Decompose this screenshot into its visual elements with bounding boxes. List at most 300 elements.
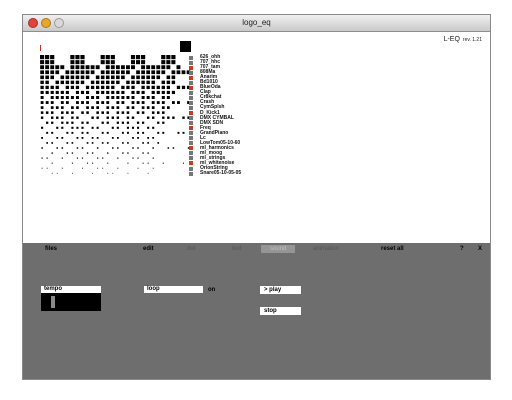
grid-dot[interactable] [122, 132, 124, 134]
grid-dot[interactable] [61, 91, 64, 94]
grid-dot[interactable] [75, 55, 79, 59]
grid-dot[interactable] [56, 91, 59, 94]
grid-dot[interactable] [102, 168, 103, 169]
grid-dot[interactable] [45, 76, 49, 80]
grid-dot[interactable] [106, 76, 110, 80]
grid-dot[interactable] [86, 91, 89, 94]
grid-dot[interactable] [106, 91, 109, 94]
grid-dot[interactable] [86, 86, 89, 89]
grid-dot[interactable] [66, 132, 68, 134]
grid-dot[interactable] [46, 132, 48, 134]
grid-dot[interactable] [71, 70, 75, 74]
grid-dot[interactable] [81, 91, 84, 94]
grid-dot[interactable] [52, 173, 53, 174]
grid-dot[interactable] [157, 122, 159, 124]
grid-dot[interactable] [117, 111, 120, 114]
grid-dot[interactable] [116, 96, 119, 99]
tempo-slider[interactable] [41, 293, 101, 311]
grid-dot[interactable] [142, 101, 145, 104]
grid-dot[interactable] [116, 70, 120, 74]
grid-dot[interactable] [56, 96, 59, 99]
grid-dot[interactable] [106, 96, 109, 99]
grid-dot[interactable] [101, 81, 104, 84]
sound-swatch[interactable] [189, 76, 193, 80]
grid-dot[interactable] [112, 137, 114, 139]
grid-dot[interactable] [81, 111, 84, 114]
grid-dot[interactable] [117, 117, 119, 119]
grid-dot[interactable] [152, 106, 155, 109]
grid-dot[interactable] [107, 163, 108, 164]
grid-dot[interactable] [162, 96, 165, 99]
grid-dot[interactable] [137, 122, 139, 124]
grid-dot[interactable] [96, 106, 99, 109]
grid-dot[interactable] [148, 173, 149, 174]
grid-dot[interactable] [156, 76, 160, 80]
grid-dot[interactable] [91, 106, 94, 109]
grid-dot[interactable] [91, 70, 95, 74]
grid-dot[interactable] [61, 96, 64, 99]
grid-dot[interactable] [62, 168, 63, 169]
grid-dot[interactable] [143, 163, 144, 164]
grid-dot[interactable] [131, 76, 135, 80]
sound-swatch[interactable] [189, 161, 193, 165]
grid-dot[interactable] [162, 111, 165, 114]
grid-dot[interactable] [167, 106, 170, 109]
grid-dot[interactable] [86, 106, 89, 109]
grid-dot[interactable] [96, 101, 99, 104]
grid-dot[interactable] [142, 106, 145, 109]
grid-dot[interactable] [127, 122, 129, 124]
grid-dot[interactable] [111, 60, 115, 64]
grid-dot[interactable] [87, 142, 89, 144]
grid-dot[interactable] [51, 117, 53, 119]
grid-dot[interactable] [86, 96, 89, 99]
grid-dot[interactable] [182, 70, 186, 74]
grid-dot[interactable] [57, 147, 59, 149]
grid-dot[interactable] [61, 122, 63, 124]
grid-dot[interactable] [116, 65, 120, 69]
grid-dot[interactable] [52, 152, 53, 153]
grid-dot[interactable] [101, 60, 105, 64]
sound-swatch[interactable] [189, 146, 193, 150]
sound-swatch[interactable] [189, 126, 193, 130]
grid-dot[interactable] [61, 127, 63, 129]
grid-dot[interactable] [116, 81, 119, 84]
grid-dot[interactable] [131, 60, 135, 64]
grid-dot[interactable] [126, 86, 129, 89]
grid-dot[interactable] [41, 96, 44, 99]
grid-dot[interactable] [111, 70, 115, 74]
grid-dot[interactable] [50, 55, 54, 59]
grid-dot[interactable] [127, 163, 128, 164]
grid-dot[interactable] [47, 168, 48, 169]
sound-swatch[interactable] [189, 121, 193, 125]
grid-dot[interactable] [41, 147, 43, 149]
grid-dot[interactable] [121, 101, 124, 104]
grid-dot[interactable] [112, 127, 114, 129]
grid-dot[interactable] [71, 111, 74, 114]
grid-dot[interactable] [40, 65, 44, 69]
grid-dot[interactable] [182, 117, 184, 119]
grid-dot[interactable] [142, 132, 144, 134]
grid-dot[interactable] [142, 152, 143, 153]
grid-dot[interactable] [117, 122, 119, 124]
grid-dot[interactable] [162, 132, 164, 134]
grid-dot[interactable] [91, 96, 94, 99]
grid-dot[interactable] [126, 81, 129, 84]
grid-dot[interactable] [72, 163, 73, 164]
grid-dot[interactable] [177, 70, 181, 74]
grid-dot[interactable] [92, 137, 94, 139]
grid-dot[interactable] [81, 81, 84, 84]
grid-dot[interactable] [56, 117, 58, 119]
grid-dot[interactable] [136, 91, 139, 94]
grid-dot[interactable] [72, 173, 73, 174]
grid-dot[interactable] [55, 65, 59, 69]
grid-dot[interactable] [46, 86, 49, 89]
grid-dot[interactable] [117, 137, 119, 139]
grid-dot[interactable] [56, 127, 58, 129]
grid-dot[interactable] [111, 76, 115, 80]
grid-dot[interactable] [46, 101, 49, 104]
grid-dot[interactable] [77, 137, 79, 139]
grid-dot[interactable] [172, 76, 176, 80]
grid-dot[interactable] [137, 147, 139, 149]
grid-dot[interactable] [111, 65, 115, 69]
grid-dot[interactable] [111, 86, 114, 89]
grid-dot[interactable] [86, 70, 90, 74]
grid-dot[interactable] [81, 101, 84, 104]
grid-dot[interactable] [81, 122, 83, 124]
grid-dot[interactable] [166, 55, 170, 59]
grid-dot[interactable] [46, 122, 48, 124]
grid-dot[interactable] [97, 168, 98, 169]
grid-dot[interactable] [76, 65, 80, 69]
grid-dot[interactable] [177, 132, 179, 134]
close-panel-button[interactable]: X [478, 246, 483, 252]
grid-dot[interactable] [162, 117, 164, 119]
grid-dot[interactable] [142, 96, 145, 99]
grid-dot[interactable] [50, 60, 54, 64]
grid-dot[interactable] [76, 101, 79, 104]
grid-dot[interactable] [97, 147, 99, 149]
grid-dot[interactable] [136, 60, 140, 64]
grid-dot[interactable] [60, 65, 64, 69]
grid-dot[interactable] [96, 65, 100, 69]
grid-dot[interactable] [127, 106, 130, 109]
grid-dot[interactable] [147, 152, 148, 153]
grid-dot[interactable] [147, 106, 150, 109]
grid-dot[interactable] [162, 86, 165, 89]
grid-dot[interactable] [91, 81, 94, 84]
grid-dot[interactable] [71, 127, 73, 129]
grid-dot[interactable] [101, 91, 104, 94]
grid-dot[interactable] [76, 81, 79, 84]
grid-dot[interactable] [151, 76, 155, 80]
grid-dot[interactable] [132, 96, 135, 99]
grid-dot[interactable] [173, 147, 175, 149]
grid-dot[interactable] [172, 91, 175, 94]
grid-dot[interactable] [51, 122, 53, 124]
grid-dot[interactable] [72, 142, 74, 144]
grid-dot[interactable] [172, 117, 174, 119]
grid-dot[interactable] [151, 81, 154, 84]
loop-toggle[interactable]: on [208, 287, 216, 293]
grid-dot[interactable] [56, 86, 59, 89]
grid-dot[interactable] [121, 76, 125, 80]
grid-dot[interactable] [132, 106, 135, 109]
grid-dot[interactable] [153, 168, 154, 169]
grid-dot[interactable] [157, 86, 160, 89]
grid-dot[interactable] [127, 142, 129, 144]
grid-dot[interactable] [157, 101, 160, 104]
grid-dot[interactable] [131, 91, 134, 94]
grid-dot[interactable] [121, 91, 124, 94]
grid-dot[interactable] [101, 76, 105, 80]
grid-dot[interactable] [101, 111, 104, 114]
grid-dot[interactable] [183, 132, 185, 134]
grid-dot[interactable] [40, 70, 44, 74]
grid-dot[interactable] [107, 122, 109, 124]
grid-dot[interactable] [151, 70, 155, 74]
grid-dot[interactable] [141, 81, 144, 84]
grid-dot[interactable] [122, 142, 124, 144]
grid-dot[interactable] [81, 65, 85, 69]
grid-dot[interactable] [167, 91, 170, 94]
grid-dot[interactable] [66, 122, 68, 124]
grid-dot[interactable] [106, 81, 109, 84]
grid-dot[interactable] [45, 55, 49, 59]
grid-dot[interactable] [131, 55, 135, 59]
grid-dot[interactable] [126, 70, 130, 74]
grid-dot[interactable] [40, 55, 44, 59]
grid-dot[interactable] [117, 147, 119, 149]
grid-dot[interactable] [106, 65, 110, 69]
grid-dot[interactable] [92, 142, 94, 144]
grid-dot[interactable] [87, 152, 88, 153]
grid-dot[interactable] [76, 106, 79, 109]
grid-dot[interactable] [40, 86, 43, 89]
grid-dot[interactable] [146, 76, 150, 80]
sound-swatch[interactable] [189, 111, 193, 115]
grid-dot[interactable] [166, 60, 170, 64]
menu-text[interactable]: text [232, 246, 242, 252]
grid-dot[interactable] [76, 127, 78, 129]
grid-dot[interactable] [152, 147, 154, 149]
grid-dot[interactable] [41, 111, 44, 114]
grid-dot[interactable] [56, 106, 59, 109]
grid-dot[interactable] [177, 65, 181, 69]
grid-dot[interactable] [161, 55, 165, 59]
grid-dot[interactable] [157, 132, 159, 134]
grid-dot[interactable] [137, 101, 140, 104]
grid-dot[interactable] [112, 173, 113, 174]
grid-dot[interactable] [82, 137, 84, 139]
grid-dot[interactable] [57, 173, 58, 174]
grid-dot[interactable] [151, 65, 155, 69]
grid-dot[interactable] [106, 111, 109, 114]
grid-dot[interactable] [76, 117, 78, 119]
grid-dot[interactable] [132, 147, 134, 149]
sound-swatch[interactable] [189, 61, 193, 65]
grid-dot[interactable] [101, 101, 104, 104]
grid-dot[interactable] [147, 142, 149, 144]
grid-dot[interactable] [162, 106, 165, 109]
grid-dot[interactable] [128, 173, 129, 174]
logo-canvas[interactable] [23, 32, 490, 243]
grid-dot[interactable] [81, 76, 85, 80]
grid-dot[interactable] [61, 111, 64, 114]
loop-field[interactable]: loop [144, 286, 203, 293]
grid-dot[interactable] [96, 91, 99, 94]
grid-dot[interactable] [111, 55, 115, 59]
grid-dot[interactable] [131, 86, 134, 89]
sound-swatch[interactable] [189, 156, 193, 160]
grid-dot[interactable] [142, 142, 144, 144]
grid-dot[interactable] [146, 65, 150, 69]
grid-dot[interactable] [121, 96, 124, 99]
grid-dot[interactable] [82, 147, 84, 149]
menu-files[interactable]: files [45, 246, 58, 252]
grid-dot[interactable] [136, 81, 139, 84]
grid-dot[interactable] [167, 96, 170, 99]
grid-dot[interactable] [141, 60, 145, 64]
grid-dot[interactable] [122, 111, 125, 114]
grid-dot[interactable] [52, 163, 53, 164]
grid-dot[interactable] [81, 70, 85, 74]
grid-dot[interactable] [167, 76, 171, 80]
grid-dot[interactable] [61, 117, 63, 119]
grid-dot[interactable] [136, 76, 140, 80]
grid-dot[interactable] [156, 65, 160, 69]
sound-swatch[interactable] [189, 56, 193, 60]
grid-dot[interactable] [71, 81, 74, 84]
grid-dot[interactable] [152, 127, 154, 129]
grid-dot[interactable] [87, 163, 88, 164]
help-button[interactable]: ? [460, 246, 464, 252]
grid-dot[interactable] [41, 106, 44, 109]
menu-dot[interactable]: dot [187, 246, 196, 252]
grid-dot[interactable] [42, 168, 43, 169]
menu-edit[interactable]: edit [143, 246, 154, 252]
grid-dot[interactable] [51, 106, 54, 109]
grid-dot[interactable] [157, 111, 160, 114]
grid-dot[interactable] [152, 137, 154, 139]
grid-dot[interactable] [107, 132, 109, 134]
grid-dot[interactable] [77, 158, 78, 159]
grid-dot[interactable] [126, 65, 130, 69]
grid-dot[interactable] [96, 86, 99, 89]
grid-dot[interactable] [80, 60, 84, 64]
grid-dot[interactable] [61, 106, 64, 109]
sound-swatch[interactable] [189, 172, 193, 176]
grid-dot[interactable] [156, 70, 160, 74]
menu-animation[interactable]: animation [313, 246, 340, 252]
grid-dot[interactable] [106, 101, 109, 104]
grid-dot[interactable] [80, 55, 84, 59]
sound-swatch[interactable] [189, 71, 193, 75]
grid-dot[interactable] [102, 122, 104, 124]
grid-dot[interactable] [153, 158, 154, 159]
grid-dot[interactable] [132, 158, 133, 159]
grid-dot[interactable] [111, 106, 114, 109]
grid-dot[interactable] [111, 96, 114, 99]
grid-dot[interactable] [161, 60, 165, 64]
grid-dot[interactable] [117, 168, 118, 169]
grid-dot[interactable] [141, 86, 144, 89]
grid-dot[interactable] [102, 142, 104, 144]
grid-dot[interactable] [161, 65, 165, 69]
grid-dot[interactable] [91, 65, 95, 69]
grid-dot[interactable] [152, 96, 155, 99]
grid-dot[interactable] [112, 117, 114, 119]
grid-dot[interactable] [141, 70, 145, 74]
grid-dot[interactable] [66, 76, 70, 80]
grid-dot[interactable] [102, 158, 103, 159]
grid-dot[interactable] [147, 96, 150, 99]
grid-dot[interactable] [107, 152, 108, 153]
grid-dot[interactable] [66, 111, 69, 114]
grid-dot[interactable] [101, 70, 105, 74]
grid-dot[interactable] [163, 163, 164, 164]
sound-swatch[interactable] [189, 101, 193, 105]
grid-dot[interactable] [50, 76, 54, 80]
grid-dot[interactable] [81, 127, 83, 129]
grid-dot[interactable] [172, 101, 175, 104]
grid-dot[interactable] [51, 101, 54, 104]
grid-dot[interactable] [56, 137, 58, 139]
grid-dot[interactable] [141, 76, 145, 80]
grid-dot[interactable] [107, 117, 109, 119]
grid-dot[interactable] [42, 158, 43, 159]
grid-dot[interactable] [106, 106, 109, 109]
grid-dot[interactable] [75, 60, 79, 64]
grid-dot[interactable] [172, 70, 176, 74]
grid-dot[interactable] [62, 147, 64, 149]
grid-dot[interactable] [65, 70, 69, 74]
grid-dot[interactable] [40, 60, 44, 64]
grid-dot[interactable] [46, 91, 49, 94]
grid-dot[interactable] [107, 173, 108, 174]
grid-dot[interactable] [132, 101, 135, 104]
grid-dot[interactable] [167, 81, 170, 84]
grid-dot[interactable] [147, 127, 149, 129]
grid-dot[interactable] [47, 158, 48, 159]
grid-dot[interactable] [141, 55, 145, 59]
sound-swatch[interactable] [189, 91, 193, 95]
grid-dot[interactable] [116, 76, 120, 80]
grid-dot[interactable] [127, 152, 128, 153]
grid-dot[interactable] [138, 168, 139, 169]
grid-dot[interactable] [61, 137, 63, 139]
grid-dot[interactable] [82, 158, 83, 159]
grid-dot[interactable] [40, 81, 43, 84]
grid-dot[interactable] [96, 76, 100, 80]
grid-dot[interactable] [51, 132, 53, 134]
grid-dot[interactable] [136, 55, 140, 59]
grid-dot[interactable] [71, 106, 74, 109]
grid-dot[interactable] [137, 127, 139, 129]
grid-dot[interactable] [167, 117, 169, 119]
grid-dot[interactable] [171, 55, 175, 59]
grid-dot[interactable] [182, 86, 185, 89]
grid-dot[interactable] [126, 96, 129, 99]
grid-dot[interactable] [41, 117, 43, 119]
grid-dot[interactable] [147, 137, 149, 139]
grid-dot[interactable] [91, 86, 94, 89]
grid-dot[interactable] [131, 65, 135, 69]
grid-dot[interactable] [127, 132, 129, 134]
